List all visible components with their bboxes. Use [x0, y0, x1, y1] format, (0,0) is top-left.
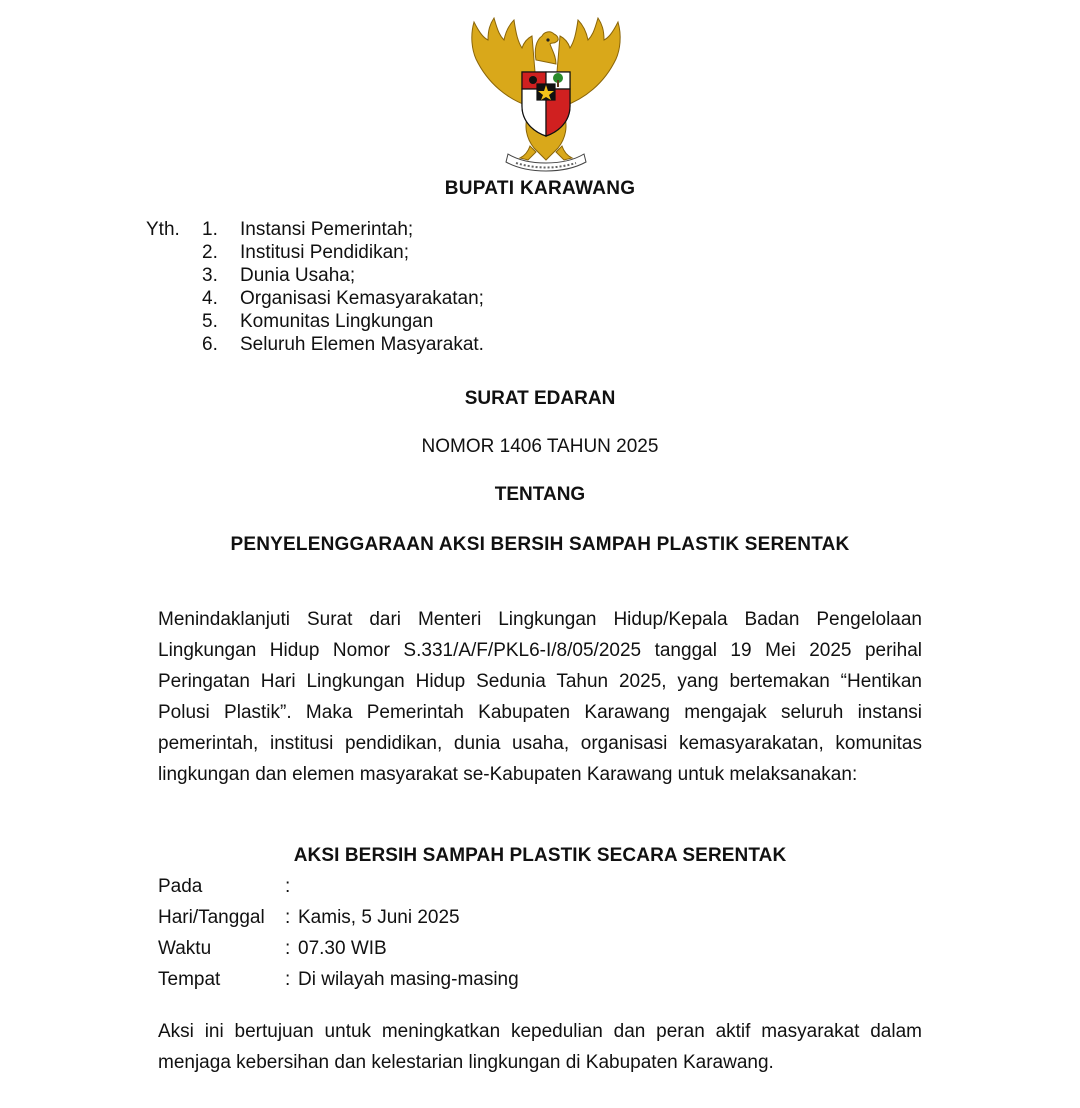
list-item	[202, 333, 622, 356]
list-number: 3.	[202, 265, 218, 286]
about-label: TENTANG	[494, 484, 586, 505]
list-item	[202, 218, 622, 241]
letter-type: SURAT EDARAN	[464, 388, 616, 409]
list-number: 2.	[202, 242, 218, 263]
detail-colon: :	[285, 876, 291, 897]
detail-value: Kamis, 5 Juni 2025	[298, 907, 460, 928]
list-item	[202, 287, 622, 310]
list-number: 1.	[202, 219, 218, 240]
letter-subject: PENYELENGGARAAN AKSI BERSIH SAMPAH PLASTIK SERENTAK	[230, 534, 850, 555]
list-number: 5.	[202, 311, 218, 332]
detail-colon: :	[285, 969, 291, 990]
list-item	[202, 310, 622, 333]
detail-label: Tempat	[158, 969, 221, 990]
list-number: 6.	[202, 334, 218, 355]
list-text: Instansi Pemerintah;	[240, 219, 414, 240]
list-text: Dunia Usaha;	[240, 265, 356, 286]
letter-number: NOMOR 1406 TAHUN 2025	[421, 436, 659, 457]
recipient-prefix: Yth.	[146, 219, 180, 240]
detail-colon: :	[285, 907, 291, 928]
page-title: BUPATI KARAWANG	[444, 178, 636, 199]
detail-label: Waktu	[158, 938, 212, 959]
body-paragraph: Menindaklanjuti Surat dari Menteri Lingkungan Hidup/Kepala Badan Pengelolaan Lingkungan Hidup Nomor S.331/A/F/PKL6-I/8/05/2025 tanggal 19 Mei 2025 perihal Peringatan Hari Lingkungan Hidup Sedunia Tahun 2025, yang bertemakan “Hentikan Polusi Plastik”. Maka Pemerintah Kabupaten Karawang mengajak seluruh instansi pemerintah, institusi pendidikan, dunia usaha, organisasi kemasyarakatan, komunitas lingkungan dan elemen masyarakat se-Kabupaten Karawang untuk melaksanakan:	[158, 609, 922, 785]
action-title: AKSI BERSIH SAMPAH PLASTIK SECARA SERENTAK	[293, 845, 787, 866]
garuda-pancasila-emblem-icon	[458, 14, 634, 174]
detail-label: Pada	[158, 876, 203, 897]
list-text: Institusi Pendidikan;	[240, 242, 409, 263]
list-item	[202, 241, 622, 264]
detail-label: Hari/Tanggal	[158, 907, 265, 928]
list-text: Organisasi Kemasyarakatan;	[240, 288, 484, 309]
detail-value: Di wilayah masing-masing	[298, 969, 519, 990]
list-number: 4.	[202, 288, 218, 309]
closing-paragraph: Aksi ini bertujuan untuk meningkatkan kepedulian dan peran aktif masyarakat dalam menjaga kebersihan dan kelestarian lingkungan di Kabupaten Karawang.	[158, 1021, 922, 1073]
list-text: Komunitas Lingkungan	[240, 311, 434, 332]
list-text: Seluruh Elemen Masyarakat.	[240, 334, 484, 355]
detail-colon: :	[285, 938, 291, 959]
list-item	[202, 264, 622, 287]
detail-value: 07.30 WIB	[298, 938, 387, 959]
